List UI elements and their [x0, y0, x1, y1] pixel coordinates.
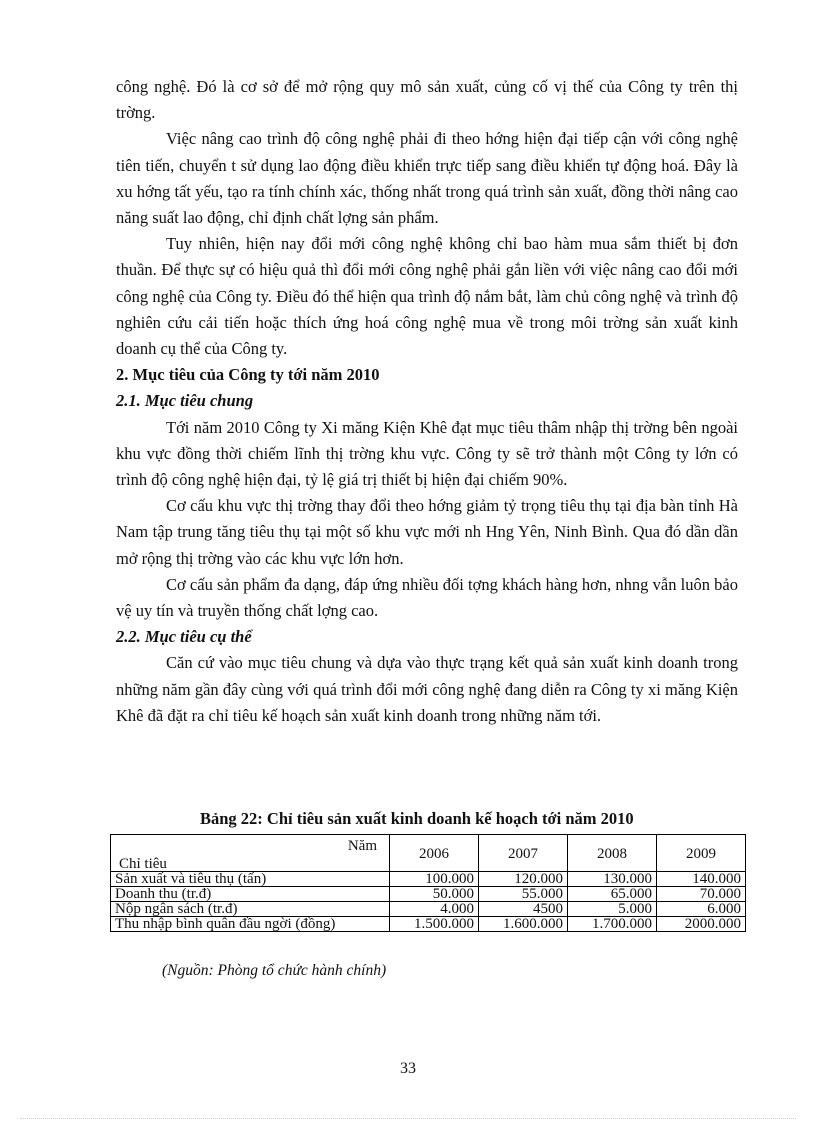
table-header-row	[111, 835, 746, 872]
paragraph: Cơ cấu khu vực thị trờng thay đổi theo hớng giảm tỷ trọng tiêu thụ tại địa bàn tỉnh Hà Nam tập trung tăng tiêu thụ tại một số khu vực mới nh Hng Yên, Ninh Bình. Qua đó dần dần mở rộng thị trờng vào các khu vực lớn hơn.	[116, 496, 738, 568]
table-header-corner	[111, 835, 390, 872]
header-indicator-label: Chỉ tiêu	[119, 856, 167, 872]
cell-value: 1.700.000	[568, 917, 657, 932]
cell-value: 50.000	[390, 887, 479, 902]
cell-value: 1.500.000	[390, 917, 479, 932]
paragraph: công nghệ. Đó là cơ sở để mở rộng quy mô sản xuất, củng cố vị thế của Công ty trên thị trờng.	[116, 77, 738, 123]
cell-value: 5.000	[568, 902, 657, 917]
page-bottom-divider	[20, 1118, 796, 1119]
paragraph: Căn cứ vào mục tiêu chung và dựa vào thực trạng kết quả sản xuất kinh doanh trong những năm gần đây cùng với quá trình đổi mới công nghệ đang diễn ra Công ty xi măng Kiện Khê đã đặt ra chỉ tiêu kế hoạch sản xuất kinh doanh trong những năm tới.	[116, 653, 738, 725]
cell-value: 120.000	[479, 872, 568, 887]
table-caption: Bảng 22: Chỉ tiêu sản xuất kinh doanh kế hoạch tới năm 2010	[200, 809, 634, 828]
page-number: 33	[400, 1060, 416, 1077]
subsection-heading: 2.1. Mục tiêu chung	[116, 391, 254, 411]
paragraph: Việc nâng cao trình độ công nghệ phải đi theo hớng hiện đại tiếp cận với công nghệ tiên tiến, chuyển t sử dụng lao động điều khiển trực tiếp sang điều khiển tự động hoá. Đây là xu hớng tất yếu, tạo ra tính chính xác, thống nhất trong quá trình sản xuất, đồng thời nâng cao năng suất lao động, chỉ định chất lợng sản phẩm.	[116, 129, 738, 228]
year-header: 2009	[657, 835, 746, 872]
row-label: Nộp ngân sách (tr.đ)	[111, 902, 390, 917]
cell-value: 65.000	[568, 887, 657, 902]
paragraph: Cơ cấu sản phẩm đa dạng, đáp ứng nhiều đối tợng khách hàng hơn, nhng vẫn luôn bảo vệ uy tín và truyền thống chất lợng cao.	[116, 574, 738, 621]
body-text	[116, 74, 738, 729]
row-label: Sản xuất và tiêu thụ (tấn)	[111, 872, 390, 887]
year-header: 2008	[568, 835, 657, 872]
year-header: 2007	[479, 835, 568, 872]
row-label: Thu nhập bình quân đầu ngời (đồng)	[111, 917, 390, 932]
row-label: Doanh thu (tr.đ)	[111, 887, 390, 902]
cell-value: 1.600.000	[479, 917, 568, 932]
table-row	[111, 917, 746, 932]
cell-value: 70.000	[657, 887, 746, 902]
table-row	[111, 887, 746, 902]
table-row	[111, 902, 746, 917]
cell-value: 130.000	[568, 872, 657, 887]
cell-value: 100.000	[390, 872, 479, 887]
cell-value: 2000.000	[657, 917, 746, 932]
cell-value: 140.000	[657, 872, 746, 887]
cell-value: 4.000	[390, 902, 479, 917]
source-note: (Nguồn: Phòng tổ chức hành chính)	[162, 962, 387, 979]
indicator-table	[110, 834, 746, 932]
cell-value: 4500	[479, 902, 568, 917]
paragraph: Tuy nhiên, hiện nay đổi mới công nghệ không chỉ bao hàm mua sắm thiết bị đơn thuần. Để thực sự có hiệu quả thì đổi mới công nghệ phải gắn liền với việc nâng cao đổi mới công nghệ của Công ty. Điều đó thể hiện qua trình độ nắm bắt, làm chủ công nghệ và trình độ nghiên cứu cải tiến hoặc thích ứng hoá công nghệ mua về trong môi trờng sản xuất kinh doanh cụ thể của Công ty.	[116, 234, 738, 359]
year-header: 2006	[390, 835, 479, 872]
cell-value: 55.000	[479, 887, 568, 902]
subsection-heading: 2.2. Mục tiêu cụ thể	[116, 627, 252, 647]
section-heading: 2. Mục tiêu của Công ty tới năm 2010	[116, 365, 380, 385]
header-year-label: Năm	[347, 838, 377, 854]
paragraph: Tới năm 2010 Công ty Xi măng Kiện Khê đạt mục tiêu thâm nhập thị trờng bên ngoài khu vực đồng thời chiếm lĩnh thị trờng khu vực. Công ty sẽ trở thành một Công ty lớn có trình độ công nghệ hiện đại, tỷ lệ giá trị thiết bị hiện đại chiếm 90%.	[116, 417, 738, 490]
cell-value: 6.000	[657, 902, 746, 917]
table-row	[111, 872, 746, 887]
